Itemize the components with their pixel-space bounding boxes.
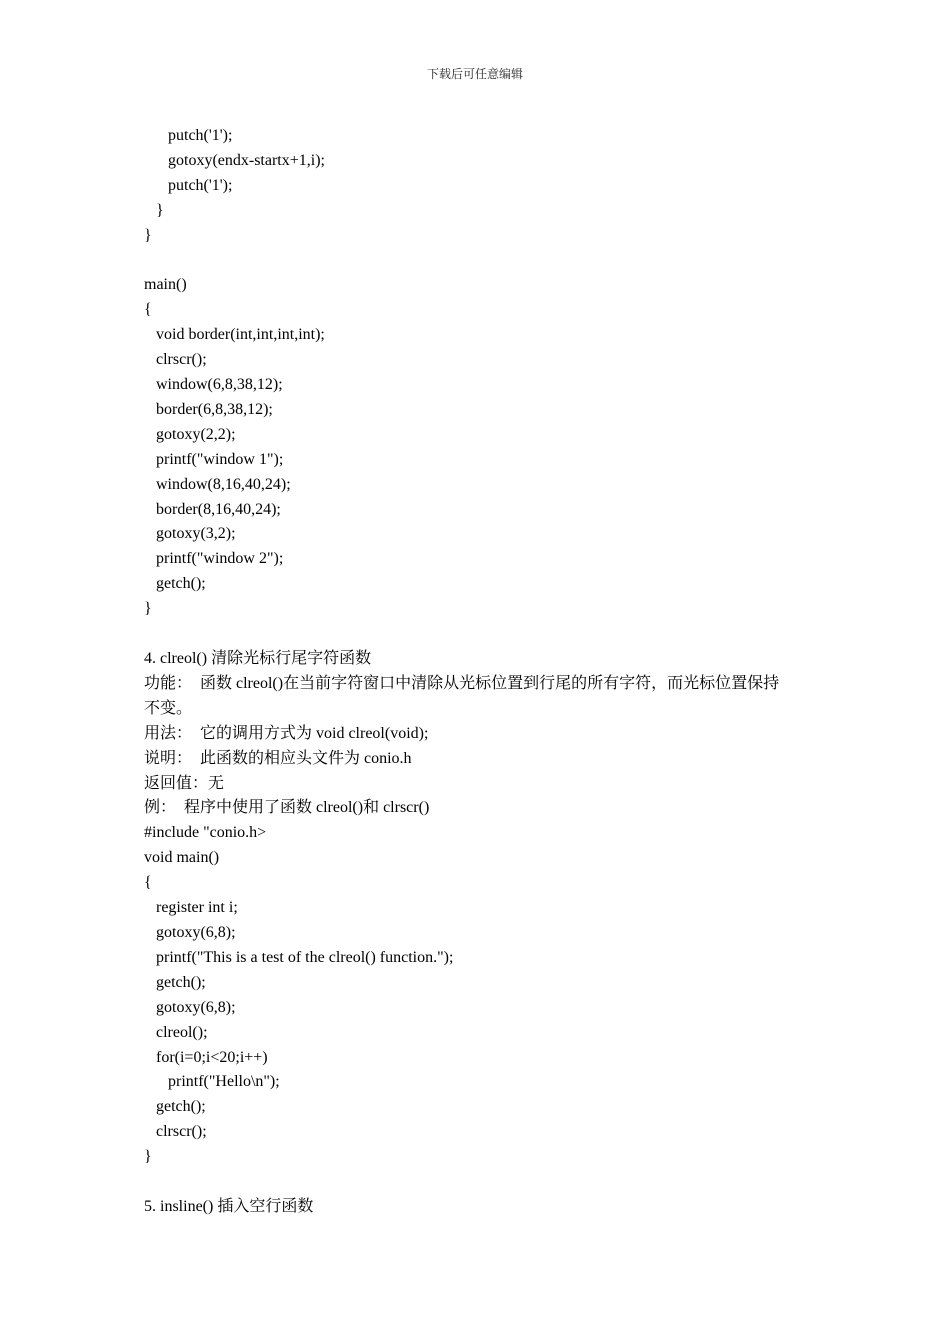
text-line: getch(); [144,973,206,991]
text-line: printf("window 2"); [144,550,284,568]
text-line: putch('1'); [144,176,233,194]
blank-line [144,1170,824,1195]
text-line: 功能： 函数 clreol()在当前字符窗口中清除从光标位置到行尾的所有字符，而光标位置保持 [144,674,780,692]
text-line: getch(); [144,1098,206,1116]
text-line: } [144,201,164,219]
text-line: for(i=0;i<20;i++) [144,1048,268,1066]
text-line: { [144,874,152,892]
text-line: printf("This is a test of the clreol() function."); [144,948,454,966]
text-line: getch(); [144,575,206,593]
text-line: } [144,1148,152,1166]
text-line: 5. insline() 插入空行函数 [144,1197,314,1215]
text-line: } [144,226,152,244]
blank-line [144,249,824,274]
text-line: clrscr(); [144,1123,207,1141]
text-line: void main() [144,849,220,867]
text-line: border(8,16,40,24); [144,500,281,518]
text-line: void border(int,int,int,int); [144,326,325,344]
text-line: putch('1'); [144,127,233,144]
text-line: gotoxy(6,8); [144,998,236,1016]
text-line: 4. clreol() 清除光标行尾字符函数 [144,650,372,667]
text-line: gotoxy(6,8); [144,923,236,941]
text-line: 不变。 [144,699,193,717]
text-line: printf("Hello\n"); [144,1073,280,1091]
blank-line [144,622,824,647]
text-line: 返回值：无 [144,774,225,792]
text-line: { [144,301,152,319]
text-line: 例： 程序中使用了函数 clreol()和 clrscr() [144,799,430,817]
text-line: window(8,16,40,24); [144,475,291,493]
text-line: 用法： 它的调用方式为 void clreol(void); [144,724,429,742]
page-header: 下载后可任意编辑 [426,67,523,81]
text-line: gotoxy(3,2); [144,525,236,543]
text-line: window(6,8,38,12); [144,376,283,394]
document-body [144,124,824,1220]
text-line: register int i; [144,899,238,917]
text-line: gotoxy(2,2); [144,425,236,443]
text-line: #include "conio.h> [144,824,267,842]
text-line: } [144,600,152,618]
text-line: clreol(); [144,1023,208,1041]
text-line: main() [144,276,187,294]
text-line: 说明： 此函数的相应头文件为 conio.h [144,749,412,767]
text-line: gotoxy(endx-startx+1,i); [144,151,325,169]
text-line: border(6,8,38,12); [144,400,273,418]
text-line: clrscr(); [144,351,207,369]
text-line: printf("window 1"); [144,450,284,468]
